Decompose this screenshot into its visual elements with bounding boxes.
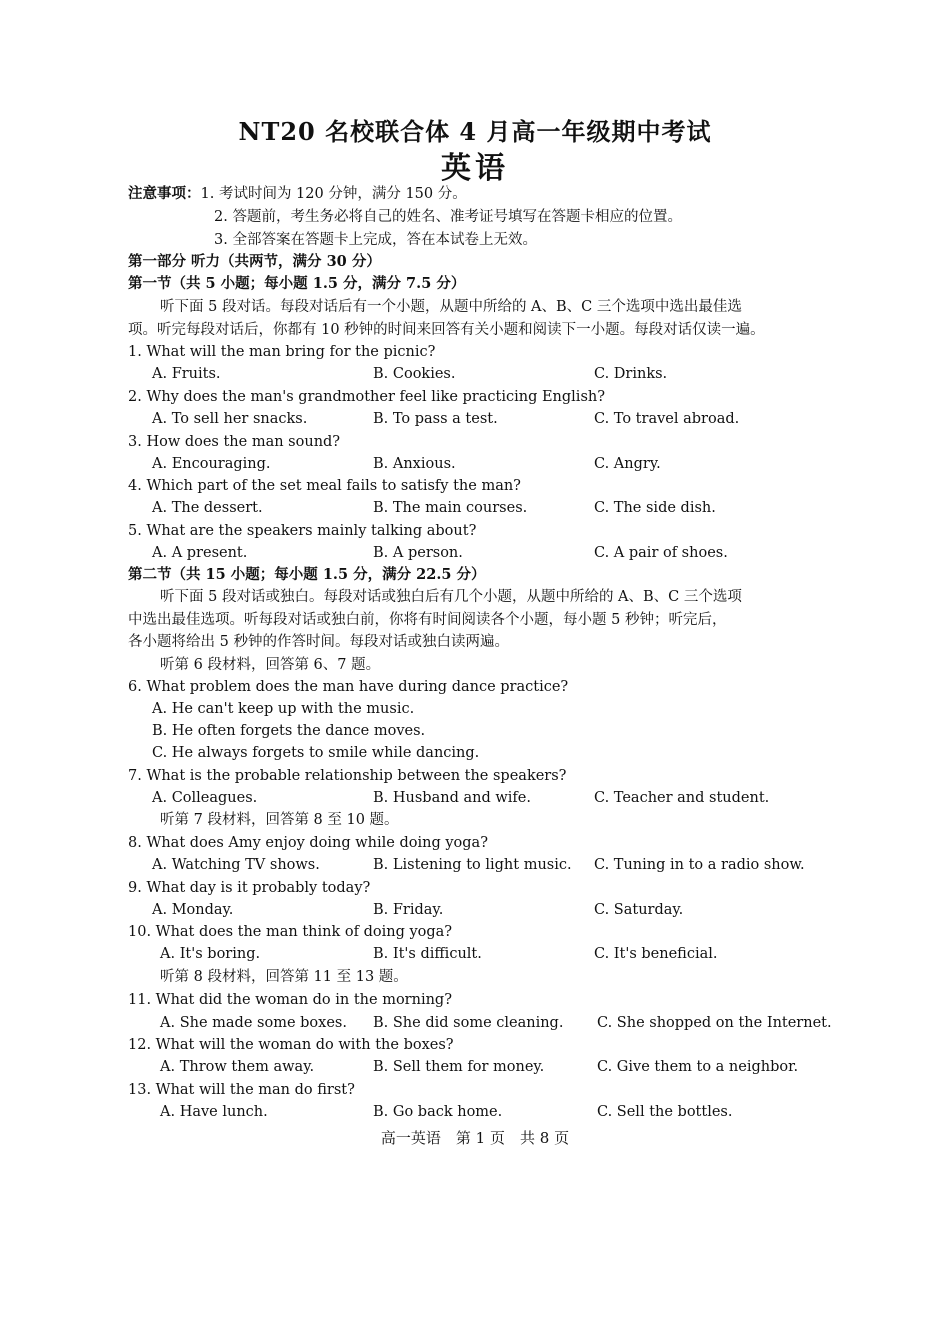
option-b: B. Go back home. <box>373 1104 503 1120</box>
exam-title: NT20 名校联合体 4 月高一年级期中考试 <box>238 117 712 146</box>
question: 11. What did the woman do in the morning? <box>128 992 452 1008</box>
option-c: C. Saturday. <box>594 902 684 918</box>
question: 12. What will the woman do with the boxes? <box>128 1037 454 1053</box>
question: 5. What are the speakers mainly talking about? <box>128 523 477 539</box>
exam-subject: 英语 <box>441 151 509 186</box>
option-c: C. Sell the bottles. <box>597 1104 733 1120</box>
question: 9. What day is it probably today? <box>128 880 371 896</box>
option-b: B. The main courses. <box>373 500 528 516</box>
option-c: C. It's beneficial. <box>594 946 718 962</box>
section2-instructions: 听下面 5 段对话或独白。每段对话或独白后有几个小题，从题中所给的 A、B、C 三个选项 <box>160 589 742 605</box>
option-a: A. Throw them away. <box>160 1059 315 1075</box>
option-c: C. Tuning in to a radio show. <box>594 857 805 873</box>
option-c: C. A pair of shoes. <box>594 545 728 561</box>
part1-heading: 第一部分 听力（共两节，满分 30 分） <box>128 253 381 270</box>
option-a: A. The dessert. <box>152 500 263 516</box>
section1-heading: 第一节（共 5 小题；每小题 1.5 分，满分 7.5 分） <box>128 275 466 292</box>
option-b: B. A person. <box>373 545 463 561</box>
material-note: 听第 6 段材料，回答第 6、7 题。 <box>160 657 381 673</box>
option-b: B. Listening to light music. <box>373 857 572 873</box>
question: 6. What problem does the man have during dance practice? <box>128 679 569 695</box>
option-a: A. She made some boxes. <box>160 1015 347 1031</box>
option-c: C. The side dish. <box>594 500 716 516</box>
option-c: C. To travel abroad. <box>594 411 740 427</box>
option-b: B. Friday. <box>373 902 444 918</box>
question: 7. What is the probable relationship between the speakers? <box>128 768 567 784</box>
option-a: A. A present. <box>152 545 248 561</box>
question: 1. What will the man bring for the picnic? <box>128 344 436 360</box>
option-c: C. Angry. <box>594 456 661 472</box>
note-item: 1. 考试时间为 120 分钟，满分 150 分。 <box>200 186 467 202</box>
note-item: 2. 答题前，考生务必将自己的姓名、准考证号填写在答题卡相应的位置。 <box>214 209 682 225</box>
question: 10. What does the man think of doing yoga? <box>128 924 453 940</box>
option-a: A. Watching TV shows. <box>152 857 320 873</box>
option-b: B. Cookies. <box>373 366 456 382</box>
section2-heading: 第二节（共 15 小题；每小题 1.5 分，满分 22.5 分） <box>128 566 486 583</box>
option-b: B. Husband and wife. <box>373 790 531 806</box>
question: 2. Why does the man's grandmother feel like practicing English? <box>128 389 605 405</box>
option-a: A. It's boring. <box>160 946 261 962</box>
option-a: A. He can't keep up with the music. <box>152 701 415 717</box>
section1-instructions: 项。听完每段对话后，你都有 10 秒钟的时间来回答有关小题和阅读下一小题。每段对话仅读一遍。 <box>128 322 765 338</box>
option-b: B. He often forgets the dance moves. <box>152 723 426 739</box>
option-a: A. Colleagues. <box>152 790 258 806</box>
option-a: A. Have lunch. <box>160 1104 268 1120</box>
option-a: A. Monday. <box>152 902 234 918</box>
section1-instructions: 听下面 5 段对话。每段对话后有一个小题，从题中所给的 A、B、C 三个选项中选出最佳选 <box>160 299 742 315</box>
note-item: 3. 全部答案在答题卡上完成，答在本试卷上无效。 <box>214 232 537 248</box>
section2-instructions: 中选出最佳选项。听每段对话或独白前，你将有时间阅读各个小题，每小题 5 秒钟；听完后， <box>128 612 727 628</box>
option-c: C. Teacher and student. <box>594 790 770 806</box>
option-b: B. It's difficult. <box>373 946 482 962</box>
option-a: A. Fruits. <box>152 366 221 382</box>
option-a: A. Encouraging. <box>152 456 271 472</box>
option-a: A. To sell her snacks. <box>152 411 308 427</box>
material-note: 听第 7 段材料，回答第 8 至 10 题。 <box>160 812 399 828</box>
page-footer: 高一英语 第 1 页 共 8 页 <box>380 1129 570 1147</box>
question: 8. What does Amy enjoy doing while doing yoga? <box>128 835 488 851</box>
option-c: C. Drinks. <box>594 366 668 382</box>
option-b: B. She did some cleaning. <box>373 1015 564 1031</box>
question: 3. How does the man sound? <box>128 434 341 450</box>
question: 13. What will the man do first? <box>128 1082 355 1098</box>
material-note: 听第 8 段材料，回答第 11 至 13 题。 <box>160 969 408 985</box>
section2-instructions: 各小题将给出 5 秒钟的作答时间。每段对话或独白读两遍。 <box>128 634 509 650</box>
option-c: C. He always forgets to smile while dancing. <box>152 745 480 761</box>
option-b: B. Sell them for money. <box>373 1059 545 1075</box>
notes-line-1 <box>128 184 467 204</box>
notes-label: 注意事项： <box>128 185 201 202</box>
question: 4. Which part of the set meal fails to satisfy the man? <box>128 478 521 494</box>
option-b: B. To pass a test. <box>373 411 498 427</box>
option-c: C. She shopped on the Internet. <box>597 1015 832 1031</box>
option-c: C. Give them to a neighbor. <box>597 1059 799 1075</box>
option-b: B. Anxious. <box>373 456 456 472</box>
